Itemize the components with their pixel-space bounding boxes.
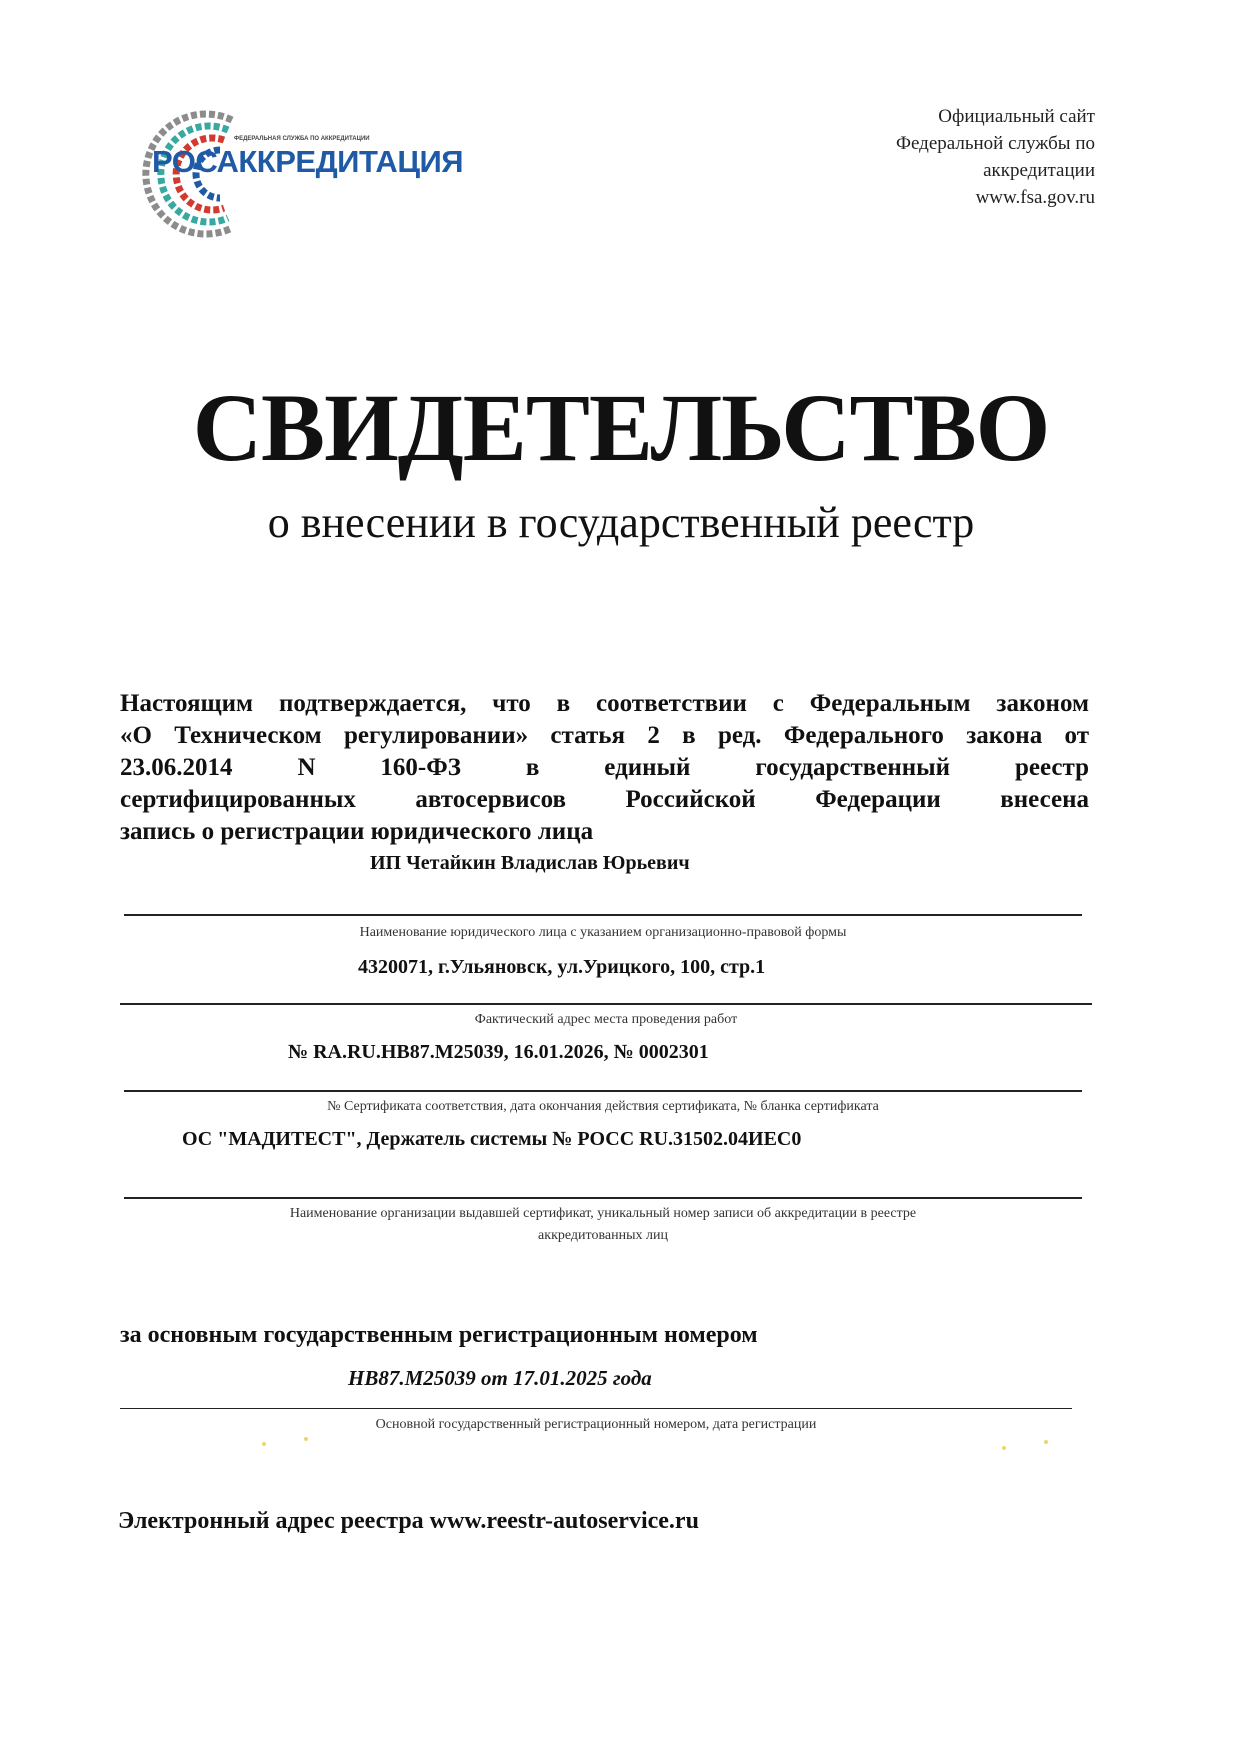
address-caption: Фактический адрес места проведения работ xyxy=(474,1012,738,1027)
registry-address: Электронный адрес реестра www.reestr-autoservice.ru xyxy=(118,1508,699,1534)
scan-speck xyxy=(304,1437,308,1441)
issuer-caption-line1: Наименование организации выдавшей сертификат, уникальный номер записи об аккредитации в реестре xyxy=(289,1206,917,1221)
certificate-value: № RA.RU.HB87.M25039, 16.01.2026, № 0002301 xyxy=(288,1041,709,1063)
legal-name-caption: Наименование юридического лица с указанием организационно-правовой формы xyxy=(359,925,847,940)
document-title: СВИДЕТЕЛЬСТВО xyxy=(192,374,1050,481)
official-site-line2: Федеральной службы по xyxy=(895,133,1095,154)
certificate-caption: № Сертификата соответствия, дата окончания действия сертификата, № бланка сертификата xyxy=(327,1099,879,1114)
registration-value: HB87.M25039 от 17.01.2025 года xyxy=(348,1366,652,1390)
scan-speck xyxy=(1044,1440,1048,1444)
intro-line: запись о регистрации юридического лица xyxy=(120,818,594,845)
scan-speck xyxy=(1002,1446,1006,1450)
rosaccreditation-logo xyxy=(132,100,462,250)
official-site-line1: Официальный сайт xyxy=(938,106,1095,127)
legal-name-value: ИП Четайкин Владислав Юрьевич xyxy=(370,852,690,874)
official-site-line3: аккредитации xyxy=(983,160,1095,181)
divider xyxy=(124,1197,1082,1199)
issuer-value: ОС "МАДИТЕСТ", Держатель системы № РОСС RU.31502.04ИЕС0 xyxy=(182,1128,802,1150)
scan-speck xyxy=(262,1442,266,1446)
registration-heading: за основным государственным регистрационным номером xyxy=(120,1322,758,1348)
intro-line: 23.06.2014 N 160-ФЗ в единый государственный реестр xyxy=(120,754,1089,781)
intro-line: сертифицированных автосервисов Российской Федерации внесена xyxy=(120,786,1089,813)
official-site-url[interactable]: www.fsa.gov.ru xyxy=(975,187,1095,208)
intro-paragraph xyxy=(120,688,1089,848)
intro-line: «О Техническом регулировании» статья 2 в ред. Федерального закона от xyxy=(120,722,1089,749)
divider xyxy=(124,1090,1082,1092)
divider xyxy=(120,1003,1092,1005)
logo-caption: ФЕДЕРАЛЬНАЯ СЛУЖБА ПО АККРЕДИТАЦИИ xyxy=(234,136,370,142)
intro-line: Настоящим подтверждается, что в соответствии с Федеральным законом xyxy=(120,690,1089,717)
registration-caption: Основной государственный регистрационный номером, дата регистрации xyxy=(375,1417,817,1432)
divider xyxy=(124,914,1082,916)
logo-wordmark: РОСАККРЕДИТАЦИЯ xyxy=(152,144,464,179)
official-site-block xyxy=(760,103,1095,211)
document-subtitle: о внесении в государственный реестр xyxy=(267,498,975,547)
divider xyxy=(120,1408,1072,1409)
issuer-caption-line2: аккредитованных лиц xyxy=(538,1228,668,1243)
issuer-caption xyxy=(124,1203,1082,1247)
address-value: 4320071, г.Ульяновск, ул.Урицкого, 100, стр.1 xyxy=(358,956,766,978)
